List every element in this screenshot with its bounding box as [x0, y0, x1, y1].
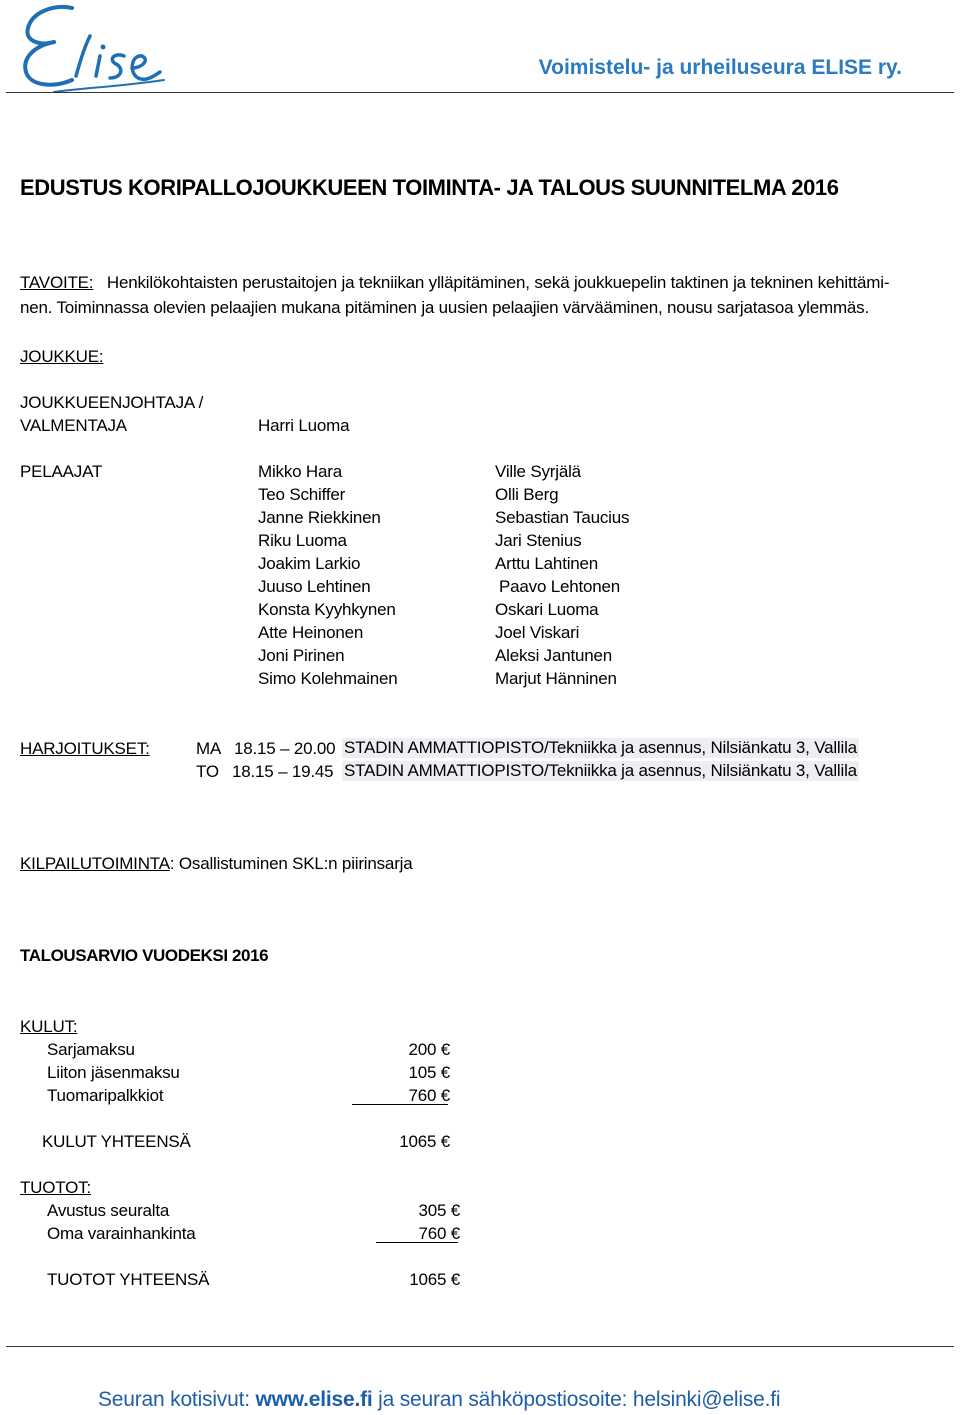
player-name: Joni Pirinen — [258, 646, 345, 665]
costs-sum-rule — [352, 1104, 448, 1105]
practice-day: MA — [196, 739, 222, 758]
practice-place: STADIN AMMATTIOPISTO/Tekniikka ja asennus, Nilsiänkatu 3, Vallila — [344, 738, 857, 757]
cost-item-amount: 200 € — [408, 1040, 450, 1059]
footer-divider — [6, 1346, 954, 1347]
website-link[interactable]: www.elise.fi — [255, 1388, 373, 1411]
income-label: TUOTOT: — [20, 1178, 92, 1197]
document-title: EDUSTUS KORIPALLOJOUKKUEEN TOIMINTA- JA TALOUS SUUNNITELMA 2016 — [20, 175, 839, 200]
player-name: Ville Syrjälä — [495, 462, 581, 481]
practice-day: TO — [196, 762, 219, 781]
goal-label: TAVOITE: — [20, 273, 94, 292]
team-heading: JOUKKUE: — [20, 347, 104, 366]
cost-item-amount: 760 € — [408, 1086, 450, 1105]
budget-title: TALOUSARVIO VUODEKSI 2016 — [20, 946, 269, 965]
leader-label-line2: VALMENTAJA — [20, 416, 127, 435]
income-total-amount: 1065 € — [409, 1270, 460, 1289]
income-item-label: Avustus seuralta — [47, 1201, 170, 1220]
costs-total-label: KULUT YHTEENSÄ — [42, 1132, 191, 1151]
competition-label: KILPAILUTOIMINTA — [20, 854, 170, 873]
footer-text-1: Seuran kotisivut: — [98, 1388, 256, 1411]
cost-item-label: Tuomaripalkkiot — [47, 1086, 164, 1105]
player-name: Riku Luoma — [258, 531, 347, 550]
competition-line — [20, 854, 412, 874]
income-total-label: TUOTOT YHTEENSÄ — [47, 1270, 210, 1289]
leader-name: Harri Luoma — [258, 416, 350, 435]
income-item-label: Oma varainhankinta — [47, 1224, 196, 1243]
email-link[interactable]: helsinki@elise.fi — [632, 1388, 781, 1411]
player-name: Konsta Kyyhkynen — [258, 600, 396, 619]
income-sum-rule — [376, 1242, 458, 1243]
player-name: Joel Viskari — [495, 623, 580, 642]
player-name: Atte Heinonen — [258, 623, 364, 642]
player-name: Marjut Hänninen — [495, 669, 617, 688]
player-name: Janne Riekkinen — [258, 508, 381, 527]
goal-paragraph-line1 — [20, 273, 889, 293]
elise-logo — [14, 2, 174, 94]
footer-contact — [98, 1388, 780, 1412]
cost-item-label: Sarjamaksu — [47, 1040, 135, 1059]
leader-label-line1: JOUKKUEENJOHTAJA / — [20, 393, 204, 412]
player-name: Aleksi Jantunen — [495, 646, 613, 665]
player-name: Oskari Luoma — [495, 600, 599, 619]
player-name: Jari Stenius — [495, 531, 582, 550]
player-name: Sebastian Taucius — [495, 508, 630, 527]
player-name: Simo Kolehmainen — [258, 669, 398, 688]
cost-item-label: Liiton jäsenmaksu — [47, 1063, 180, 1082]
practice-time: 18.15 – 19.45 — [232, 762, 334, 781]
footer-text-2: ja seuran sähköpostiosoite: — [372, 1388, 633, 1411]
practice-label: HARJOITUKSET: — [20, 739, 150, 758]
player-name: Teo Schiffer — [258, 485, 346, 504]
player-name: Mikko Hara — [258, 462, 342, 481]
competition-text: : Osallistuminen SKL:n piirinsarja — [169, 854, 413, 873]
player-name: Arttu Lahtinen — [495, 554, 599, 573]
income-item-amount: 760 € — [418, 1224, 460, 1243]
header-divider — [6, 92, 954, 93]
player-name: Joakim Larkio — [258, 554, 361, 573]
organization-name: Voimistelu- ja urheiluseura ELISE ry. — [538, 56, 902, 79]
player-name: Olli Berg — [495, 485, 559, 504]
costs-total-amount: 1065 € — [399, 1132, 450, 1151]
cost-item-amount: 105 € — [408, 1063, 450, 1082]
players-label: PELAAJAT — [20, 462, 103, 481]
income-item-amount: 305 € — [418, 1201, 460, 1220]
practice-time: 18.15 – 20.00 — [234, 739, 336, 758]
goal-text-line2: nen. Toiminnassa olevien pelaajien mukana pitäminen ja uusien pelaajien värvääminen, nousu sarjatasoa ylemmäs. — [20, 298, 869, 317]
goal-text-line1: Henkilökohtaisten perustaitojen ja tekniikan ylläpitäminen, sekä joukkuepelin taktinen ja tekninen kehittämi- — [106, 273, 890, 292]
practice-place: STADIN AMMATTIOPISTO/Tekniikka ja asennus, Nilsiänkatu 3, Vallila — [344, 761, 857, 780]
player-name: Juuso Lehtinen — [258, 577, 371, 596]
costs-label: KULUT: — [20, 1017, 78, 1036]
player-name: Paavo Lehtonen — [499, 577, 621, 596]
